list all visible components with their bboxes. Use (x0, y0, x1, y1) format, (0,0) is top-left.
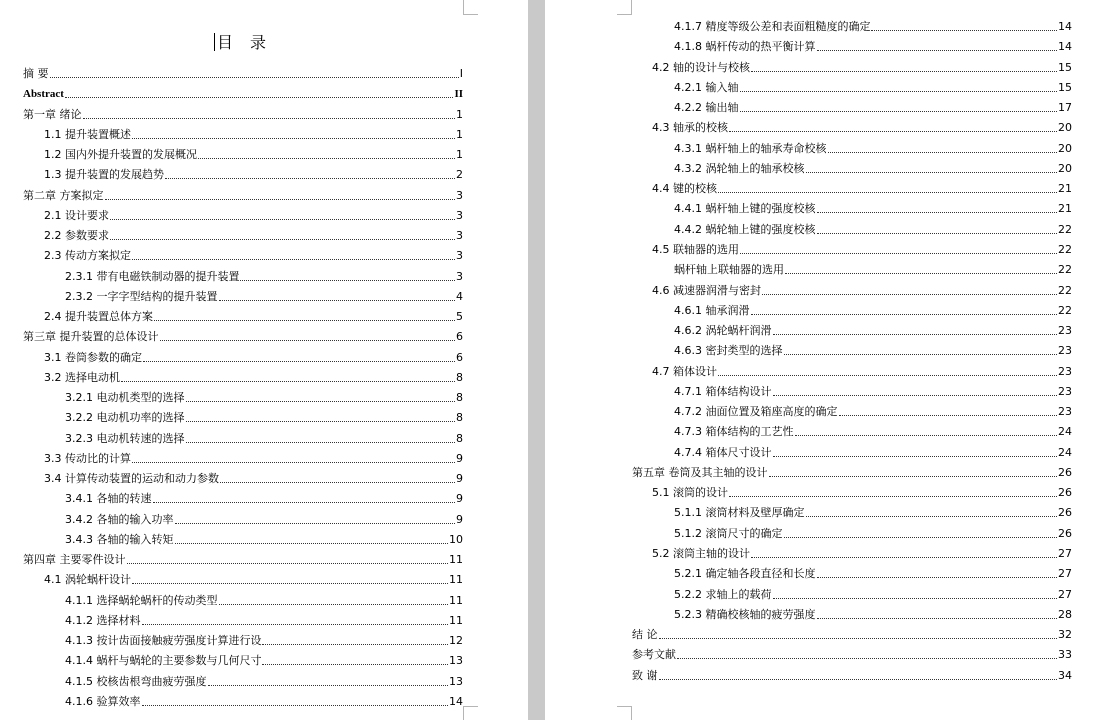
toc-entry[interactable] (674, 446, 1072, 460)
toc-entry-page: 11 (449, 573, 463, 587)
toc-entry-page: 23 (1058, 364, 1072, 378)
toc-leader-dots (740, 91, 1058, 92)
toc-entry[interactable] (674, 608, 1072, 622)
toc-entry-page: 22 (1058, 283, 1072, 297)
toc-entry-text: 2.1 设计要求 (44, 208, 109, 222)
toc-entry-text: 4.2.2 输出轴 (674, 101, 739, 115)
toc-entry-text: 4.1 涡轮蜗杆设计 (44, 573, 131, 587)
toc-entry-page: 1 (456, 127, 463, 141)
toc-entry-text: 4.1.3 按计齿面接触疲劳强度计算进行设 (65, 634, 262, 647)
toc-entry-page: 20 (1058, 141, 1072, 155)
toc-entry-page: 33 (1058, 648, 1072, 662)
toc-leader-dots (142, 624, 449, 625)
toc-leader-dots (784, 354, 1058, 355)
toc-entry-text: 1.3 提升装置的发展趋势 (44, 168, 164, 182)
toc-entry-text: 1.2 国内外提升装置的发展概况 (44, 148, 197, 161)
toc-entry-page: 23 (1058, 384, 1072, 398)
toc-leader-dots (871, 30, 1057, 31)
toc-leader-dots (240, 280, 455, 281)
toc-entry-text: 5.1 滚筒的设计 (652, 486, 728, 500)
toc-entry[interactable] (674, 527, 1072, 541)
toc-entry-text: 1.1 提升装置概述 (44, 127, 131, 141)
toc-entry-page: 14 (1058, 40, 1072, 54)
toc-entry-page: 27 (1058, 587, 1072, 601)
toc-entry[interactable] (674, 344, 1072, 358)
toc-entry-page: 26 (1058, 526, 1072, 540)
toc-entry-text: 4.5 联轴器的选用 (652, 242, 739, 256)
toc-leader-dots (773, 598, 1058, 599)
toc-leader-dots (773, 456, 1058, 457)
toc-entry[interactable] (652, 486, 1072, 500)
toc-entry[interactable] (23, 108, 463, 122)
toc-leader-dots (740, 253, 1057, 254)
toc-leader-dots (143, 361, 455, 362)
toc-entry[interactable] (65, 695, 463, 709)
toc-leader-dots (83, 118, 456, 119)
toc-entry-text: 第二章 方案拟定 (23, 188, 104, 202)
toc-entry[interactable] (44, 371, 463, 385)
toc-leader-dots (817, 618, 1058, 619)
toc-entry-text: 4.7.4 箱体尺寸设计 (674, 445, 772, 459)
toc-entry-page: 22 (1058, 242, 1072, 256)
toc-entry-page: 11 (449, 613, 463, 627)
toc-leader-dots (817, 50, 1058, 51)
toc-entry[interactable] (65, 513, 463, 527)
toc-leader-dots (751, 557, 1057, 558)
toc-entry-text: 4.1.7 精度等级公差和表面粗糙度的确定 (674, 20, 871, 33)
toc-entry-page: 13 (449, 674, 463, 688)
toc-entry-text: 第四章 主要零件设计 (23, 553, 126, 566)
toc-entry[interactable] (674, 101, 1072, 115)
toc-entry[interactable] (65, 290, 463, 304)
toc-entry-page: I (459, 67, 463, 80)
toc-entry[interactable] (44, 249, 463, 263)
toc-entry[interactable] (44, 229, 463, 243)
toc-entry[interactable] (652, 121, 1072, 135)
toc-entry[interactable] (652, 284, 1072, 298)
crop-mark-bottom-right (463, 706, 478, 720)
toc-entry-text: 第一章 绪论 (23, 107, 82, 121)
toc-leader-dots (160, 340, 456, 341)
toc-leader-dots (740, 111, 1058, 112)
toc-leader-dots (828, 152, 1058, 153)
toc-entry[interactable] (632, 648, 1072, 662)
toc-entry-text: 2.3 传动方案拟定 (44, 249, 131, 263)
toc-entry-text: 4.1.4 蜗杆与蜗轮的主要参数与几何尺寸 (65, 654, 262, 668)
toc-entry-page: 3 (456, 249, 463, 263)
toc-entry[interactable] (44, 351, 463, 365)
toc-entry-text: 2.3.2 一字字型结构的提升装置 (65, 289, 218, 303)
toc-entry-text: 3.4.1 各轴的转速 (65, 492, 152, 506)
toc-entry-page: 1 (456, 148, 463, 161)
crop-mark-bottom-left (617, 706, 632, 720)
toc-entry-page: 9 (456, 472, 463, 485)
toc-entry-page: 17 (1058, 101, 1072, 115)
toc-entry-page: 1 (456, 107, 463, 121)
toc-entry-text: 4.3.1 蜗杆轴上的轴承寿命校核 (674, 141, 827, 155)
toc-entry-page: 3 (456, 269, 463, 283)
toc-leader-dots (219, 300, 456, 301)
toc-entry-page: 21 (1058, 202, 1072, 216)
toc-leader-dots (132, 259, 455, 260)
toc-entry-text: 结 论 (632, 628, 658, 642)
toc-leader-dots (186, 442, 456, 443)
page-right (545, 0, 1102, 720)
toc-entry-page: II (454, 88, 463, 101)
toc-entry[interactable] (44, 209, 463, 223)
toc-entry[interactable] (44, 128, 463, 142)
toc-entry[interactable] (674, 405, 1072, 419)
toc-entry-page: 27 (1058, 567, 1072, 581)
toc-entry-page: 20 (1058, 161, 1072, 175)
toc-leader-dots (198, 158, 455, 159)
toc-entry-page: 3 (456, 188, 463, 202)
toc-leader-dots (659, 679, 1058, 680)
toc-entry-page: 22 (1058, 222, 1072, 236)
toc-leader-dots (110, 219, 455, 220)
toc-entry-text: 致 谢 (632, 668, 658, 682)
toc-entry-text: 第五章 卷筒及其主轴的设计 (632, 465, 768, 479)
toc-entry-text: 5.2 滚筒主轴的设计 (652, 547, 750, 561)
toc-leader-dots (219, 604, 449, 605)
toc-entry-page: 23 (1058, 344, 1072, 358)
toc-leader-dots (773, 334, 1058, 335)
toc-entry-page: 34 (1058, 668, 1072, 682)
toc-entry[interactable] (674, 202, 1072, 216)
toc-entry-text: 2.3.1 带有电磁铁制动器的提升装置 (65, 269, 240, 283)
toc-entry-page: 11 (449, 593, 463, 607)
toc-leader-dots (105, 199, 456, 200)
toc-entry-text: 4.2 轴的设计与校核 (652, 60, 750, 74)
toc-entry-page: 14 (1058, 20, 1072, 33)
toc-entry[interactable] (23, 67, 463, 81)
crop-mark-top-right (463, 0, 478, 15)
toc-entry[interactable] (652, 547, 1072, 561)
toc-leader-dots (154, 320, 455, 321)
toc-entry[interactable] (632, 466, 1072, 480)
toc-leader-dots (817, 212, 1058, 213)
toc-entry-text: 摘 要 (23, 67, 49, 80)
toc-entry[interactable] (65, 614, 463, 628)
toc-entry[interactable] (65, 634, 463, 648)
toc-leader-dots (785, 273, 1057, 274)
toc-leader-dots (142, 705, 449, 706)
toc-entry[interactable] (23, 87, 463, 101)
toc-entry-text: 3.2.2 电动机功率的选择 (65, 411, 185, 425)
toc-leader-dots (65, 97, 454, 98)
toc-entry-text: 5.1.2 滚筒尺寸的确定 (674, 526, 783, 540)
toc-entry-text: 4.4.2 蜗轮轴上键的强度校核 (674, 222, 816, 236)
toc-entry-page: 26 (1058, 486, 1072, 500)
toc-entry-text: 4.6.2 涡轮蜗杆润滑 (674, 324, 772, 338)
toc-leader-dots (262, 644, 448, 645)
toc-entry-page: 10 (449, 532, 463, 546)
toc-entry[interactable] (632, 628, 1072, 642)
toc-leader-dots (127, 563, 449, 564)
toc-leader-dots (769, 476, 1058, 477)
toc-leader-dots (718, 192, 1057, 193)
toc-entry-page: 9 (456, 451, 463, 465)
toc-entry-text: 5.1.1 滚筒材料及壁厚确定 (674, 506, 805, 520)
toc-entry-text: 参考文献 (632, 648, 676, 662)
toc-entry-text: 蜗杆轴上联轴器的选用 (674, 263, 784, 277)
toc-entry-text: 4.3.2 涡轮轴上的轴承校核 (674, 161, 805, 175)
toc-leader-dots (817, 233, 1058, 234)
toc-leader-dots (175, 543, 449, 544)
toc-entry-page: 20 (1058, 121, 1072, 135)
toc-leader-dots (220, 482, 455, 483)
toc-leader-dots (729, 496, 1057, 497)
toc-entry[interactable] (674, 81, 1072, 95)
toc-entry-page: 28 (1058, 607, 1072, 621)
toc-leader-dots (50, 77, 459, 78)
toc-leader-dots (153, 502, 456, 503)
toc-entry-text: 2.2 参数要求 (44, 229, 109, 242)
toc-entry-page: 11 (449, 553, 463, 566)
toc-entry[interactable] (674, 263, 1072, 277)
page-left (0, 0, 528, 720)
toc-entry[interactable] (44, 148, 463, 162)
toc-entry[interactable] (44, 573, 463, 587)
toc-entry-page: 3 (456, 229, 463, 242)
toc-entry[interactable] (674, 304, 1072, 318)
toc-entry[interactable] (674, 588, 1072, 602)
toc-entry-page: 24 (1058, 425, 1072, 439)
toc-entry[interactable] (674, 20, 1072, 34)
toc-leader-dots (121, 381, 455, 382)
toc-entry-text: 4.7.2 油面位置及箱座高度的确定 (674, 405, 838, 419)
toc-entry-text: 4.1.1 选择蜗轮蜗杆的传动类型 (65, 593, 218, 607)
toc-entry[interactable] (674, 425, 1072, 439)
toc-entry-page: 22 (1058, 263, 1072, 277)
toc-entry-text: 5.2.1 确定轴各段直径和长度 (674, 567, 816, 581)
toc-entry-page: 15 (1058, 60, 1072, 74)
toc-entry-page: 4 (456, 289, 463, 303)
toc-entry-page: 15 (1058, 80, 1072, 94)
toc-entry[interactable] (674, 324, 1072, 338)
toc-entry-text: 4.3 轴承的校核 (652, 121, 728, 135)
toc-entry-page: 5 (456, 310, 463, 323)
toc-leader-dots (132, 138, 455, 139)
toc-entry-text: 3.4.3 各轴的输入转矩 (65, 532, 174, 546)
toc-entry[interactable] (652, 243, 1072, 257)
text-cursor (214, 33, 215, 51)
toc-leader-dots (751, 314, 1058, 315)
toc-leader-dots (718, 375, 1057, 376)
toc-entry-text: 4.6.1 轴承润滑 (674, 303, 750, 317)
toc-entry-page: 9 (456, 512, 463, 526)
toc-entry-page: 12 (449, 634, 463, 647)
toc-leader-dots (806, 172, 1058, 173)
toc-title-text: 目 录 (216, 33, 273, 52)
toc-entry[interactable] (23, 553, 463, 567)
toc-entry[interactable] (23, 330, 463, 344)
toc-entry-page: 3 (456, 208, 463, 222)
toc-leader-dots (186, 401, 456, 402)
toc-entry-text: 3.2.3 电动机转速的选择 (65, 431, 185, 445)
toc-leader-dots (806, 516, 1058, 517)
toc-entry-text: 4.7 箱体设计 (652, 364, 717, 378)
toc-entry-text: 4.1.6 验算效率 (65, 694, 141, 708)
toc-entry-page: 21 (1058, 182, 1072, 196)
toc-entry[interactable] (65, 654, 463, 668)
toc-entry-text: 3.4 计算传动装置的运动和动力参数 (44, 472, 219, 485)
toc-leader-dots (262, 664, 448, 665)
toc-leader-dots (132, 462, 455, 463)
toc-entry-text: 3.2.1 电动机类型的选择 (65, 391, 185, 404)
toc-entry-text: 4.7.3 箱体结构的工艺性 (674, 425, 794, 439)
toc-entry[interactable] (65, 492, 463, 506)
toc-entry-text: 4.1.8 蜗杆传动的热平衡计算 (674, 40, 816, 54)
toc-entry[interactable] (65, 533, 463, 547)
toc-entry[interactable] (65, 594, 463, 608)
toc-entry[interactable] (674, 142, 1072, 156)
toc-leader-dots (773, 395, 1058, 396)
toc-entry-text: 第三章 提升装置的总体设计 (23, 330, 159, 344)
toc-leader-dots (110, 239, 455, 240)
toc-entry-text: 4.4 键的校核 (652, 182, 717, 196)
toc-entry-page: 13 (449, 654, 463, 668)
toc-entry[interactable] (674, 40, 1072, 54)
toc-entry-text: Abstract (23, 88, 64, 101)
toc-entry-text: 4.1.2 选择材料 (65, 613, 141, 627)
toc-entry[interactable] (65, 432, 463, 446)
toc-entry[interactable] (674, 567, 1072, 581)
toc-entry-page: 14 (449, 694, 463, 708)
toc-entry-page: 26 (1058, 465, 1072, 479)
toc-entry[interactable] (652, 61, 1072, 75)
toc-entry[interactable] (632, 669, 1072, 683)
toc-entry[interactable] (65, 391, 463, 405)
toc-entry[interactable] (674, 385, 1072, 399)
toc-entry-page: 23 (1058, 405, 1072, 419)
toc-leader-dots (784, 537, 1058, 538)
toc-entry[interactable] (23, 189, 463, 203)
toc-entry-page: 32 (1058, 628, 1072, 642)
toc-entry-page: 9 (456, 492, 463, 506)
toc-entry-page: 8 (456, 391, 463, 404)
toc-entry-text: 3.2 选择电动机 (44, 370, 120, 384)
toc-entry-page: 23 (1058, 324, 1072, 338)
toc-entry-page: 24 (1058, 445, 1072, 459)
toc-entry-text: 3.1 卷筒参数的确定 (44, 350, 142, 364)
toc-leader-dots (186, 421, 456, 422)
toc-entry[interactable] (65, 411, 463, 425)
toc-entry-page: 6 (456, 330, 463, 344)
toc-entry-text: 4.2.1 输入轴 (674, 80, 739, 94)
toc-leader-dots (165, 178, 455, 179)
toc-entry-page: 26 (1058, 506, 1072, 520)
toc-entry-text: 5.2.3 精确校核轴的疲劳强度 (674, 607, 816, 621)
toc-entry-page: 2 (456, 168, 463, 182)
toc-entry-page: 22 (1058, 303, 1072, 317)
toc-title (0, 30, 486, 53)
toc-entry-text: 4.6 减速器润滑与密封 (652, 283, 761, 297)
toc-entry[interactable] (65, 675, 463, 689)
toc-entry-text: 4.6.3 密封类型的选择 (674, 344, 783, 358)
toc-entry[interactable] (674, 162, 1072, 176)
toc-entry[interactable] (652, 365, 1072, 379)
toc-entry-text: 5.2.2 求轴上的载荷 (674, 587, 772, 601)
page-gutter (528, 0, 545, 720)
toc-entry-text: 3.3 传动比的计算 (44, 451, 131, 465)
toc-entry[interactable] (44, 310, 463, 324)
toc-entry[interactable] (44, 472, 463, 486)
toc-leader-dots (677, 658, 1057, 659)
toc-entry-text: 2.4 提升装置总体方案 (44, 310, 153, 323)
toc-entry-page: 8 (456, 431, 463, 445)
toc-leader-dots (729, 131, 1057, 132)
toc-leader-dots (762, 294, 1057, 295)
crop-mark-top-left (617, 0, 632, 15)
toc-leader-dots (208, 685, 449, 686)
toc-leader-dots (659, 638, 1058, 639)
toc-entry-page: 6 (456, 350, 463, 364)
toc-entry-text: 4.7.1 箱体结构设计 (674, 384, 772, 398)
toc-entry[interactable] (674, 223, 1072, 237)
toc-entry-page: 8 (456, 411, 463, 425)
toc-leader-dots (839, 415, 1058, 416)
toc-leader-dots (751, 71, 1057, 72)
toc-entry-page: 27 (1058, 547, 1072, 561)
toc-entry[interactable] (44, 452, 463, 466)
toc-entry[interactable] (65, 270, 463, 284)
toc-entry-page: 8 (456, 370, 463, 384)
toc-entry-text: 4.1.5 校核齿根弯曲疲劳强度 (65, 674, 207, 688)
toc-entry[interactable] (652, 182, 1072, 196)
toc-entry[interactable] (44, 168, 463, 182)
toc-leader-dots (795, 435, 1058, 436)
toc-entry[interactable] (674, 506, 1072, 520)
toc-leader-dots (132, 583, 448, 584)
toc-entry-text: 4.4.1 蜗杆轴上键的强度校核 (674, 202, 816, 216)
toc-leader-dots (817, 577, 1058, 578)
toc-leader-dots (175, 523, 456, 524)
toc-entry-text: 3.4.2 各轴的输入功率 (65, 512, 174, 526)
